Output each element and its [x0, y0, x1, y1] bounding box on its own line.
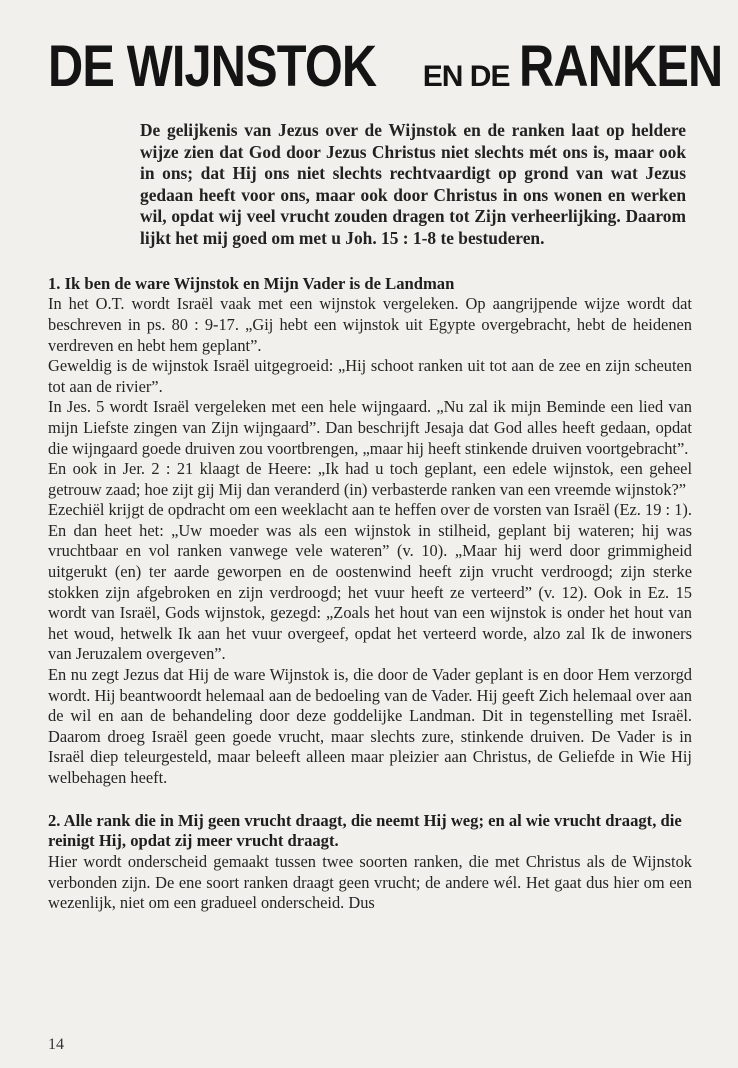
paragraph: In Jes. 5 wordt Israël vergeleken met een hele wijngaard. „Nu zal ik mijn Beminde een lied van mijn Liefste zingen van Zijn wijngaard”. Dan beschrijft Jesaja dat God alles heeft gedaan, opdat die wijngaard goede druiven zou voortbrengen, „maar hij heeft stinkende druiven voortgebracht”.: [48, 397, 692, 458]
title-part-1: DE WIJNSTOK: [48, 34, 377, 99]
section-1-heading: 1. Ik ben de ware Wijnstok en Mijn Vader is de Landman: [48, 273, 455, 293]
paragraph: Geweldig is de wijnstok Israël uitgegroeid: „Hij schoot ranken uit tot aan de zee en zijn scheuten tot aan de rivier”.: [48, 356, 692, 396]
title-part-3: RANKEN: [519, 34, 723, 99]
paragraph: In het O.T. wordt Israël vaak met een wijnstok vergeleken. Op aangrijpende wijze wordt dat beschreven in ps. 80 : 9-17. „Gij hebt een wijnstok uit Egypte overgebracht, hebt de heidenen verdreven en hebt hem geplant”.: [48, 294, 692, 355]
paragraph: Ezechiël krijgt de opdracht om een weeklacht aan te heffen over de vorsten van Israël (Ez. 19 : 1). En dan heet het: „Uw moeder was als een wijnstok in stilheid, geplant bij wateren; hij was vruchtbaar en vol ranken vanwege vele wateren” (v. 10). „Maar hij werd door grimmigheid uitgerukt (en) ter aarde geworpen en de oostenwind heeft zijn vrucht verdroogd; zijn sterke stokken zijn afgebroken en zijn verdroogd; het vuur heeft ze verteerd” (v. 12). Ook in Ez. 15 wordt van Israël, Gods wijnstok, gezegd: „Zoals het hout van een wijnstok is onder het hout van het woud, hetwelk Ik aan het vuur overgeef, opdat het verteerd worde, alzo zal Ik de inwoners van Jeruzalem overgeven”.: [48, 500, 692, 664]
section-2-heading: 2. Alle rank die in Mij geen vrucht draagt, die neemt Hij weg; en al wie vrucht draagt, die reinigt Hij, opdat zij meer vrucht draagt.: [48, 810, 682, 851]
title-part-2: EN DE: [422, 60, 510, 93]
paragraph: En ook in Jer. 2 : 21 klaagt de Heere: „Ik had u toch geplant, een edele wijnstok, een geheel getrouw zaad; hoe zijt gij Mij dan veranderd (in) verbasterde ranken van een vreemde wijnstok?”: [48, 459, 692, 499]
paragraph: Hier wordt onderscheid gemaakt tussen twee soorten ranken, die met Christus als de Wijnstok verbonden zijn. De ene soort ranken draagt geen vrucht; de andere wél. Het gaat dus hier om een wezenlijk, niet om een gradueel onderscheid. Dus: [48, 852, 692, 913]
intro-paragraph: De gelijkenis van Jezus over de Wijnstok en de ranken laat op heldere wijze zien dat God door Jezus Christus niet slechts mét ons is, maar ook in ons; dat Hij ons niet slechts rechtvaardigt op grond van wat Jezus gedaan heeft voor ons, maar ook door Christus in ons wonen en werken wil, opdat wij veel vrucht zouden dragen tot Zijn verheerlijking. Daarom lijkt het mij goed om met u Joh. 15 : 1-8 te bestuderen.: [140, 120, 686, 248]
paragraph: En nu zegt Jezus dat Hij de ware Wijnstok is, die door de Vader geplant is en door Hem verzorgd wordt. Hij beantwoordt helemaal aan de bedoeling van de Vader. Hij geeft Zich helemaal over aan de wil en aan de behandeling door deze goddelijke Landman. Dit in tegenstelling met Israël. Daarom droeg Israël geen goede vrucht, maar slechts zure, stinkende druiven. De Vader is in Israël diep teleurgesteld, maar beleeft alleen maar pleizier aan Christus, de Geliefde in Wie Hij welbehagen heeft.: [48, 665, 692, 788]
section-1: [48, 274, 692, 789]
chapter-title: [48, 34, 723, 100]
section-2: [48, 811, 692, 914]
page-number: 14: [48, 1036, 64, 1053]
